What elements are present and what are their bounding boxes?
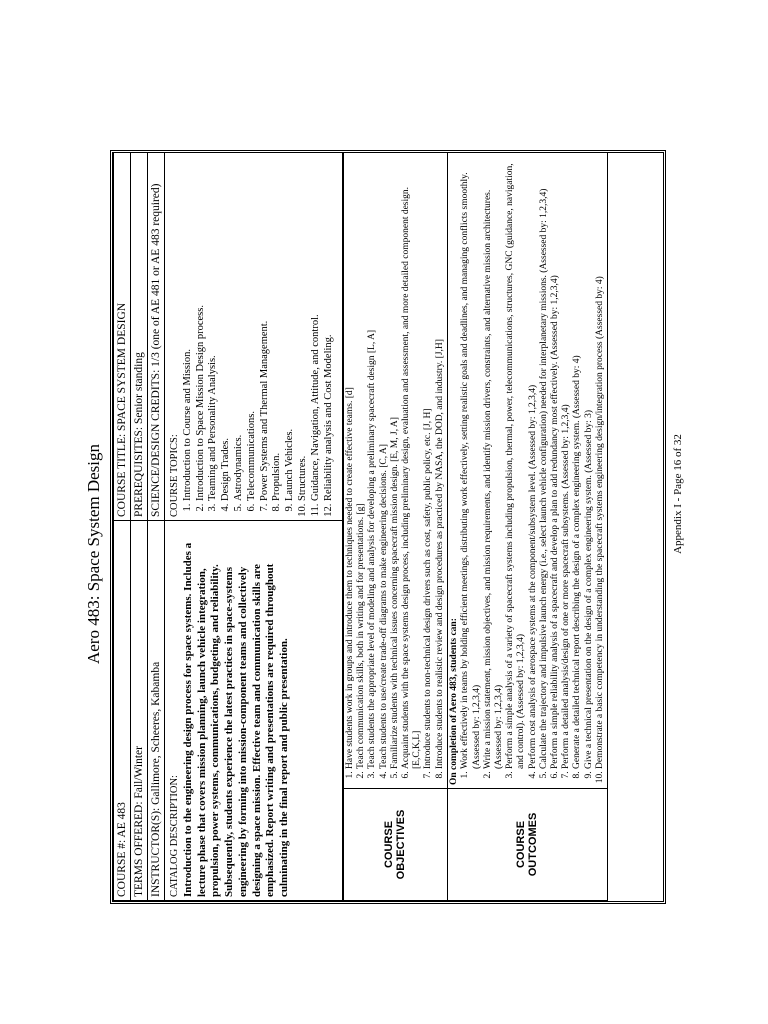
prerequisites: PREREQUISITES: Senior standing [131, 153, 148, 521]
catalog-description-cell [165, 521, 343, 901]
page-footer: Appendix I - Page 16 of 32 [672, 434, 684, 554]
page-title: Aero 483: Space System Design [84, 443, 103, 665]
objectives-cell [344, 153, 448, 789]
list-item: 3. Teach students the appropriate level of modeling and analysis for developing a preliminary spacecraft design [L, A] [367, 156, 378, 769]
catalog-label: CATALOG DESCRIPTION: [169, 775, 181, 897]
objectives-outcomes-table [343, 152, 608, 901]
course-table-frame [110, 150, 666, 904]
course-topics-cell [165, 153, 343, 521]
list-item: 6. Perform a simple reliability analysis of a spacecraft and develop a plan to add redundancy most effectively. (Assessed by: 1,2,3,4) [550, 156, 561, 769]
list-item: 4. Design Trades. [220, 156, 233, 501]
topics-label: COURSE TOPICS: [169, 434, 181, 517]
list-item: 8. Introduce students to realistic review and design procedures as practiced by NASA, the DOD, and industry. [J,H] [435, 156, 446, 769]
catalog-text: Introduction to the engineering design process for space systems. Includes a lecture phase that covers mission planning, launch vehicle integration, propulsion, power systems, communications, budgeting, and reliability. Subsequently, students experience the latest practices in space-systems engineering by forming into mission-component teams and collectively designing a space mission. Effective team and communication skills are emphasized. Report writing and presentations are required throughout culminating in the final report and public presentation. [181, 542, 291, 897]
credits: SCIENCE/DESIGN CREDITS: 1/3 (one of AE 481 or AE 483 required) [148, 153, 165, 521]
list-item: 1. Have students work in groups and introduce them to techniques needed to create effective teams. [d] [345, 156, 356, 769]
list-item: 5. Calculate the trajectory and impulsive launch energy (i.e., select launch vehicle configuration) needed for interplanetary missions. (Assessed by: 1,2,3,4) [539, 156, 550, 769]
course-table [113, 152, 343, 901]
list-item: 1. Work effectively in teams by holding efficient meetings, distributing work effectively, setting realistic goals and deadlines, and managing conflicts smoothly. (Assessed by: 1,2,3,4) [460, 156, 482, 769]
list-item: 12. Reliability analysis and Cost Modeling. [323, 156, 336, 501]
list-item: 9. Launch Vehicles. [284, 156, 297, 501]
list-item: 5. Familiarize students with technical issues concerning spacecraft mission design. [E, M, J, A] [390, 156, 401, 769]
list-item: 2. Teach communication skills, both in writing and for presentations. [g] [356, 156, 367, 769]
objectives-list [345, 156, 446, 785]
list-item: 4. Teach students to use/create trade-off diagrams to make engineering decisions. [C, A] [379, 156, 390, 769]
terms-offered: TERMS OFFERED: Fall/Winter [131, 521, 148, 901]
list-item: 8. Generate a detailed technical report describing the design of a complex engineering system. (Assessed by: 4) [572, 156, 583, 769]
list-item: 11. Guidance, Navigation, Attitude, and control. [310, 156, 323, 501]
outcomes-label: COURSE OUTCOMES [447, 789, 607, 901]
list-item: 3. Perform a simple analysis of a variety of spacecraft systems including propulsion, thermal, power, telecommunications, structures, GNC (guidance, navigation, and control). (Assessed by: 1,2,3,4) [505, 156, 527, 769]
list-item: 7. Introduce students to non-technical design drivers such as cost, safety, public policy, etc. [J, H] [423, 156, 434, 769]
outcomes-list [460, 156, 606, 785]
list-item: 10. Structures. [297, 156, 310, 501]
objectives-label: COURSE OBJECTIVES [344, 789, 448, 901]
list-item: 2. Write a mission statement, mission objectives, and mission requirements, and identify mission drivers, constraints, and alternative mission architectures. (Assessed by: 1,2,3,4) [483, 156, 505, 769]
course-title: COURSE TITLE: SPACE SYSTEM DESIGN [114, 153, 131, 521]
list-item: 8. Propulsion. [271, 156, 284, 501]
list-item: 9. Give a technical presentation on the design of a complex engineering system. (Assessed by: 3) [584, 156, 595, 769]
list-item: 4. Perform cost analysis of aerospace systems at the component/subsystem level. (Assessed by: 1,2,3,4) [528, 156, 539, 769]
instructors: INSTRUCTOR(S): Gallimore, Scheeres, Kabamba [148, 521, 165, 901]
list-item: 3. Teaming and Personality Analysis. [207, 156, 220, 501]
list-item: 5. Astrodynamics. [233, 156, 246, 501]
topics-list [182, 156, 336, 517]
list-item: 1. Introduction to Course and Mission. [182, 156, 195, 501]
outcomes-intro: On completion of Aero 483, students can: [448, 618, 459, 785]
list-item: 6. Acquaint students with the space systems design process, including preliminary design, evaluation and assessment, and more detailed component design. [E,C,K,L] [401, 156, 423, 769]
list-item: 7. Power Systems and Thermal Management. [259, 156, 272, 501]
rotated-document-page [84, 84, 694, 904]
list-item: 6. Telecommunications. [246, 156, 259, 501]
list-item: 2. Introduction to Space Mission Design process. [195, 156, 208, 501]
list-item: 10. Demonstrate a basic competency in understanding the spacecraft systems engineering design/integration process (Assessed by: 4) [595, 156, 606, 769]
course-number: COURSE #: AE 483 [114, 521, 131, 901]
outcomes-cell [447, 153, 607, 789]
list-item: 7. Perform a detailed analysis/design of one or more spacecraft subsystems. (Assessed by: 1,2,3,4) [561, 156, 572, 769]
